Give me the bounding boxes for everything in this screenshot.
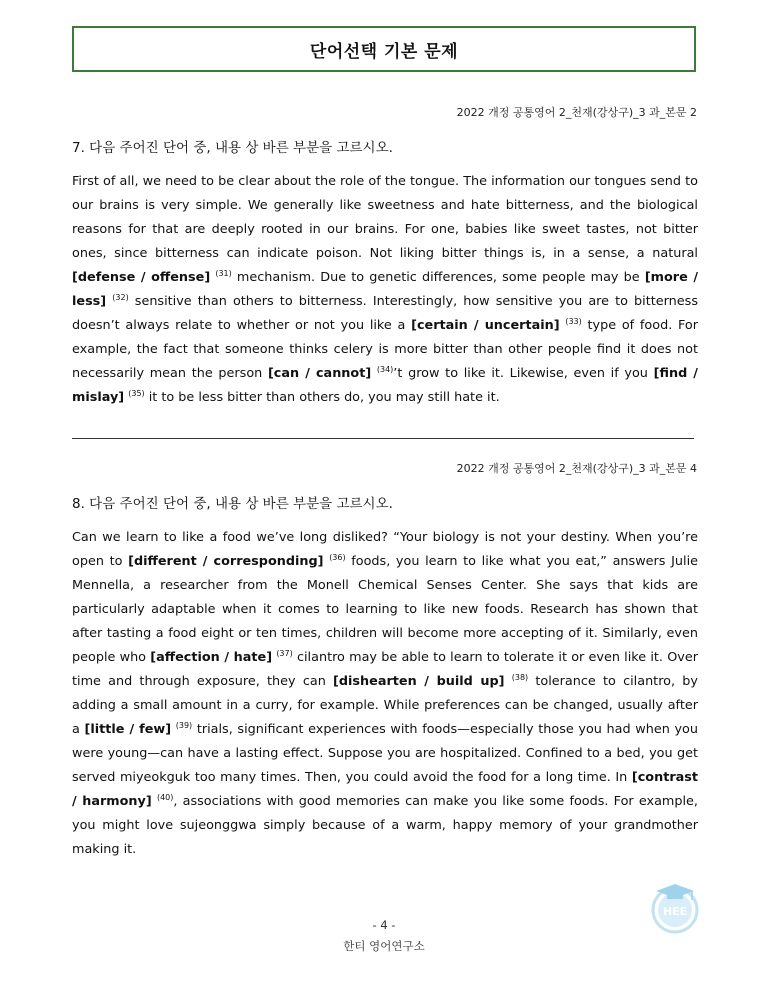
choice-36[interactable]: [different / corresponding] [128,554,324,569]
page-title: 단어선택 기본 문제 [309,41,459,62]
blank-number-31: (31) [215,269,232,278]
blank-number-35: (35) [128,389,145,398]
source-line-2: 2022 개정 공통영어 2_천재(강상구)_3 과_본문 4 [456,462,697,475]
passage-8: Can we learn to like a food we’ve long disliked? “Your biology is not your destiny. When you’re open to [different / corresponding] $^{(36)}$ foods, you learn to like what you eat,” answers Julie Mennella, a researcher from the Monell Chemical Senses Center. She says that kids are particularly adaptable when it comes to learning to like new foods. Research has shown that after tasting a food eight or ten times, children will become more accepting of it. Similarly, even people who [affection / hate] $^{(37)}$ cilantro may be able to learn to tolerate it or even like it. Over time and through exposure, they can [dishearten / build up] $^{(38)}$ tolerance to cilantro, by adding a small amount in a curry, for example. While preferences can be changed, usually after a [little / few] $^{(39)}$ trials, significant experiences with foods—especially those you had when you were young—can have a lasting effect. Suppose you are hospitalized. Confined to a bed, you get served miyeokguk too many times. Then, you could avoid the food for a long time. In [contrast / harmony] $^{(40)}$, associations with good memories can make you like some foods. For example, you might love sujeonggwa simply because of a warm, happy memory of your grandmother making it. [72,530,698,857]
page-number: - 4 - [372,918,396,932]
choice-33[interactable]: [certain / uncertain] [411,318,560,333]
choice-35[interactable]: [find / mislay] [72,366,698,405]
blank-number-33: (33) [565,317,582,326]
choice-32[interactable]: [more / less] [72,270,698,309]
blank-number-40: (40) [156,793,174,802]
choice-37[interactable]: [affection / hate] [150,650,273,665]
choice-38[interactable]: [dishearten / build up] [333,674,505,689]
blank-number-39: (39) [175,721,193,730]
blank-number-32: (32) [112,293,129,302]
blank-number-37: (37) [276,649,293,658]
question-8: 8. 다음 주어진 단어 중, 내용 상 바른 부분을 고르시오. [72,496,393,512]
choice-39[interactable]: [little / few] [84,722,172,737]
source-line-1: 2022 개정 공통영어 2_천재(강상구)_3 과_본문 2 [456,106,697,119]
page-title-box [72,26,696,72]
choice-31[interactable]: [defense / offense] [72,270,211,285]
blank-number-38: (38) [511,673,529,682]
passage-7: First of all, we need to be clear about the role of the tongue. The information our tongues send to our brains is very simple. We generally like sweetness and hate bitterness, and the biological reasons for that are deeply rooted in our brains. For one, babies like sweet tastes, not bitter ones, since bitterness can indicate poison. Not liking bitter things is, in a sense, a natural [defense / offense] $^{(31)}$ mechanism. Due to genetic differences, some people may be [more / less] $^{(32)}$ sensitive than others to bitterness. Interestingly, how sensitive you are to bitterness doesn’t always relate to whether or not you like a [certain / uncertain] $^{(33)}$ type of food. For example, the fact that someone thinks celery is more bitter than other people find it does not necessarily mean the person [can / cannot] $^{(34)}$’t grow to like it. Likewise, even if you [find / mislay] $^{(35)}$ it to be less bitter than others do, you may still hate it. [72,174,698,405]
logo-text: HEE [662,905,688,918]
blank-number-36: (36) [329,553,346,562]
choice-40[interactable]: [contrast / harmony] [72,770,698,809]
blank-number-34: (34) [376,365,394,374]
question-7: 7. 다음 주어진 단어 중, 내용 상 바른 부분을 고르시오. [72,140,393,156]
footer-org: 한티 영어연구소 [343,939,425,953]
choice-34[interactable]: [can / cannot] [267,366,372,381]
section-divider [72,438,694,439]
